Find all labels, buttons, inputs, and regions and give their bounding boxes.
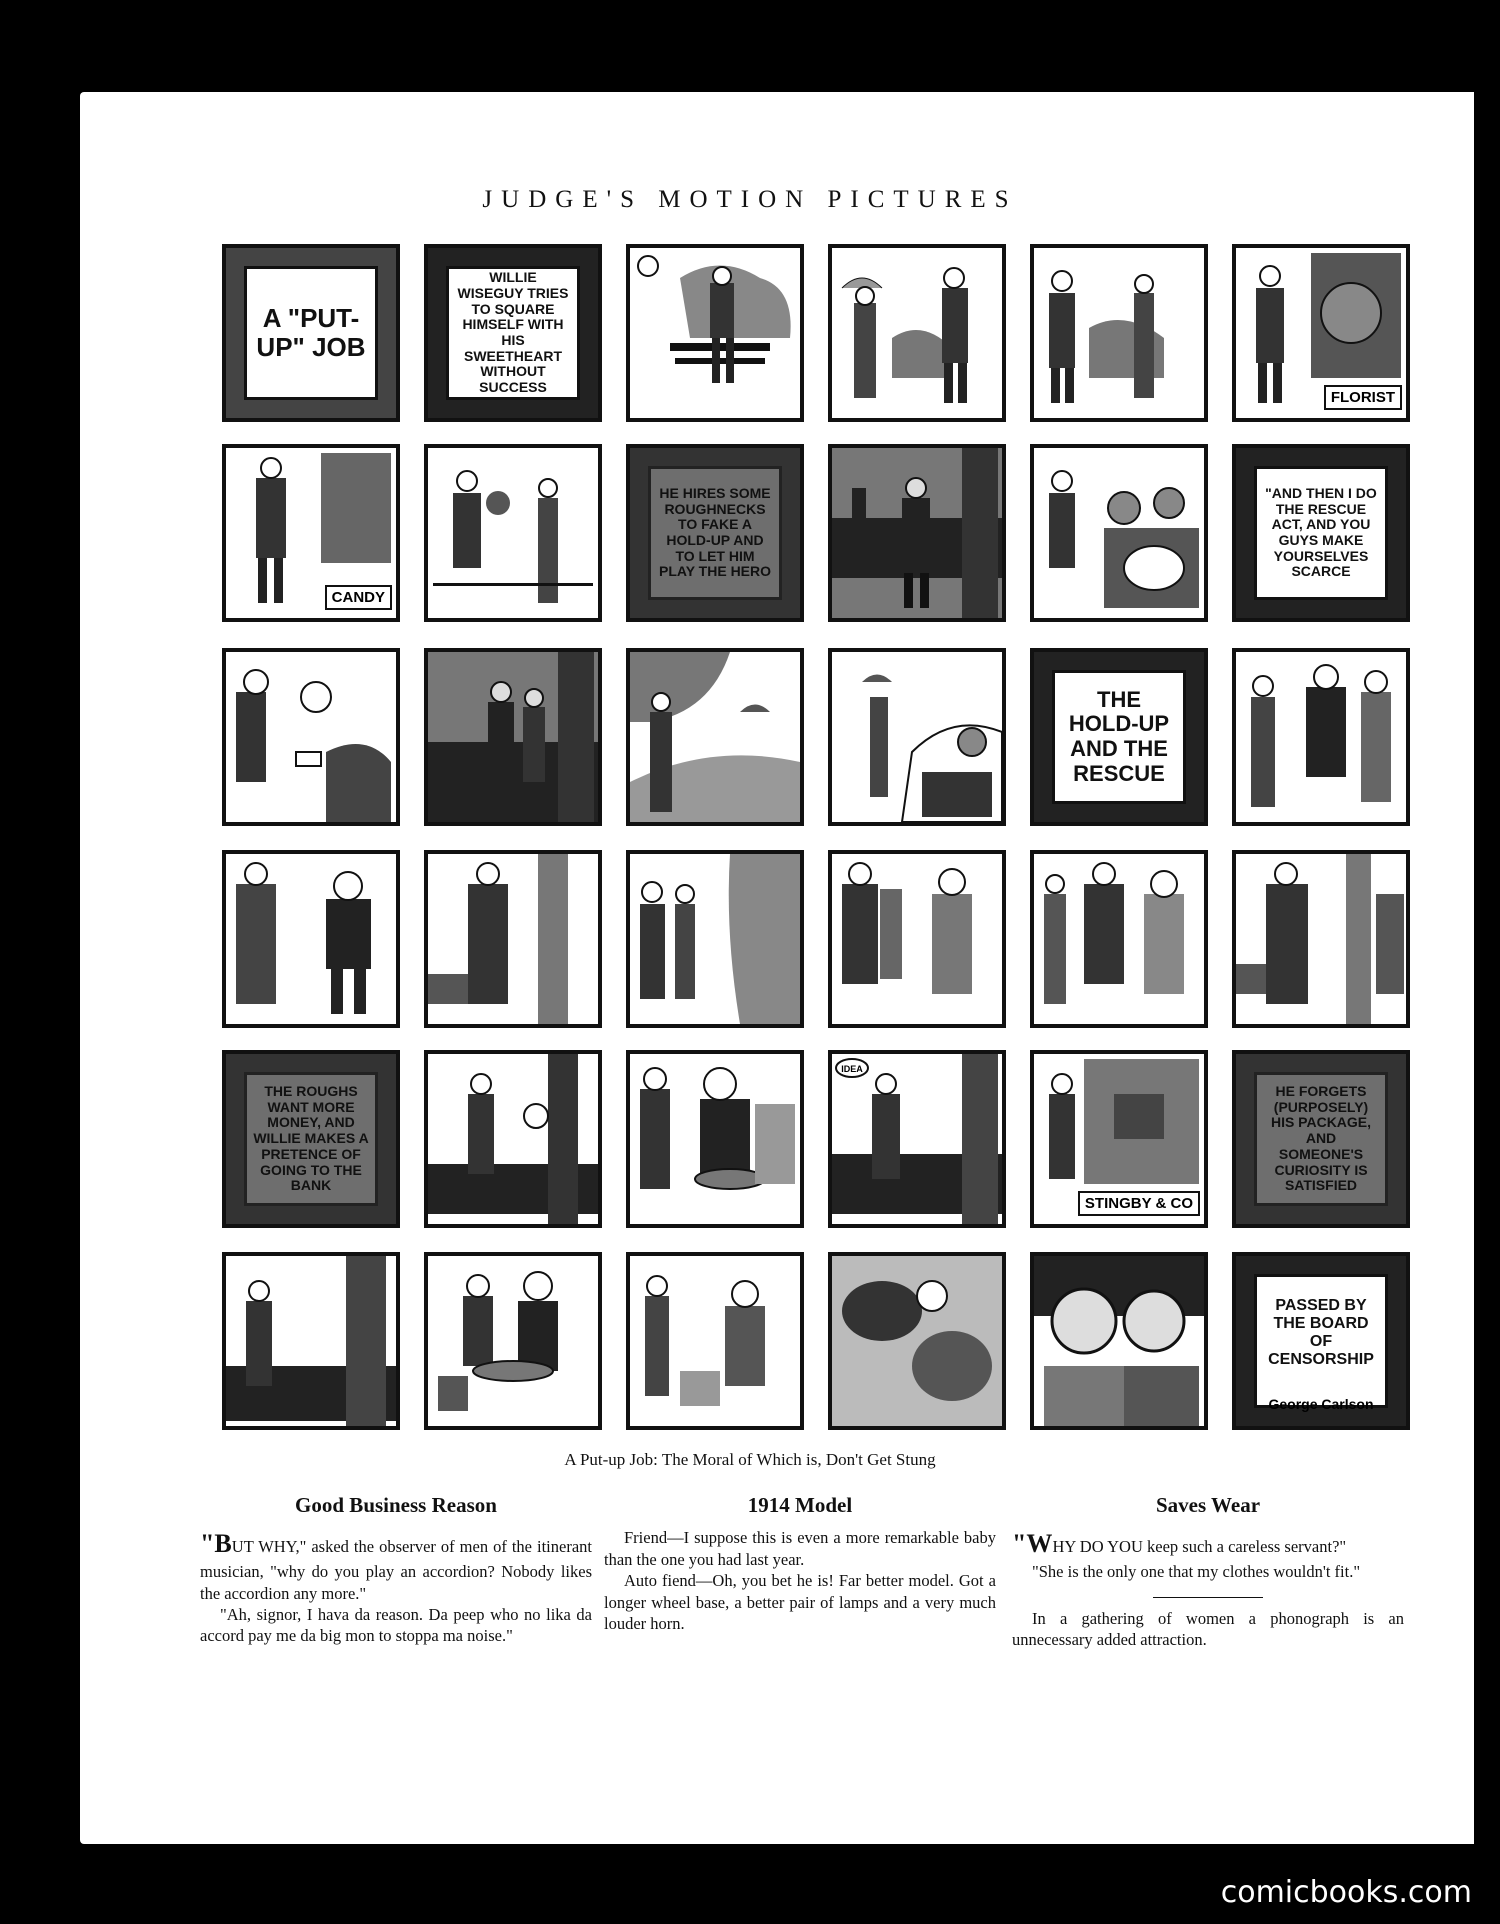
source-watermark: comicbooks.com <box>1220 1875 1472 1910</box>
punch-drawing <box>1034 854 1204 1024</box>
comic-row-4 <box>222 850 1392 1028</box>
skyline-drawing <box>226 1256 396 1426</box>
night-street-drawing <box>832 448 1002 618</box>
article-paragraph: Auto fiend—Oh, you bet he is! Far better model. Got a longer wheel base, a better pair of lamps and a very much louder horn. <box>604 1571 996 1634</box>
confront-drawing <box>832 854 1002 1024</box>
article-paragraph: "She is the only one that my clothes wouldn't fit." <box>1032 1562 1361 1582</box>
couple-drawing <box>832 248 1002 418</box>
title-card: HE HIRES SOME ROUGHNECKS TO FAKE A HOLD-UP AND TO LET HIM PLAY THE HERO <box>648 466 782 600</box>
article-paragraph: UT WHY," asked the observer of men of the itinerant musician, "why do you play an accordion? Nobody likes the accordion any more." <box>200 1537 592 1603</box>
holdup-drawing <box>1236 652 1406 822</box>
comic-panel-lurk <box>828 648 1006 826</box>
drop-cap: "W <box>1012 1529 1053 1559</box>
comic-panel-couple-part <box>1030 244 1208 422</box>
comic-panel-stung <box>828 1252 1006 1430</box>
comic-row-5 <box>222 1050 1392 1228</box>
night-walk-drawing <box>428 652 598 822</box>
comic-row-3 <box>222 648 1392 826</box>
comic-panel-night-street <box>828 444 1006 622</box>
comic-panel-stingby <box>1030 1050 1208 1228</box>
comic-panel-paying <box>1232 850 1410 1028</box>
comic-panel-intertitle <box>1232 1050 1410 1228</box>
comic-panel-stroll <box>626 850 804 1028</box>
comic-panel-intertitle <box>626 444 804 622</box>
article-heading: Good Business Reason <box>295 1493 497 1517</box>
divider <box>1153 1597 1263 1598</box>
comic-panel-couple-meet <box>828 244 1006 422</box>
title-card: PASSED BY THE BOARD OF CENSORSHIP <box>1254 1274 1388 1408</box>
comic-panel-lamp-post <box>424 1050 602 1228</box>
lamp-post-drawing <box>428 1054 598 1224</box>
comic-panel-punch <box>1030 850 1208 1028</box>
comic-panel-title <box>222 244 400 422</box>
comic-panel-florist <box>1232 244 1410 422</box>
hillside-drawing <box>630 652 800 822</box>
article-1914-model <box>604 1492 996 1634</box>
comic-panel-gunpoint <box>222 850 400 1028</box>
candy-sign: CANDY <box>325 585 392 610</box>
lurk-drawing <box>832 652 1002 822</box>
article-saves-wear <box>1012 1492 1404 1650</box>
comic-panel-argument <box>626 1050 804 1228</box>
comic-caption: A Put-up Job: The Moral of Which is, Don't Get Stung <box>564 1450 936 1469</box>
table-drawing <box>428 1256 598 1426</box>
title-card: A "PUT-UP" JOB <box>244 266 378 400</box>
article-paragraph: HY DO YOU keep such a careless servant?" <box>1052 1537 1347 1557</box>
comic-panel-night-walk <box>424 648 602 826</box>
comic-panel-gift <box>424 444 602 622</box>
comic-panel-park-bench <box>626 244 804 422</box>
comic-panel-intertitle <box>1030 648 1208 826</box>
gunpoint-drawing <box>226 854 396 1024</box>
article-paragraph: "Ah, signor, I hava da reason. Da peep who no lika da accord pay me da big mon to stoppa ma noise." <box>200 1604 592 1646</box>
title-card: THE HOLD-UP AND THE RESCUE <box>1052 670 1186 804</box>
comic-panel-swollen <box>1030 1252 1208 1430</box>
comic-panel-intertitle <box>222 1050 400 1228</box>
argument-drawing <box>630 1054 800 1224</box>
comic-panel-censorship <box>1232 1252 1410 1430</box>
paying-drawing <box>1236 854 1406 1024</box>
comic-panel-intertitle <box>1232 444 1410 622</box>
artist-signature: George Carlson <box>1268 1396 1374 1412</box>
page-edge <box>1466 92 1474 1844</box>
payoff-drawing <box>226 652 396 822</box>
page-header: JUDGE'S MOTION PICTURES <box>482 186 1018 213</box>
stung-drawing <box>832 1256 1002 1426</box>
comic-row-6 <box>222 1252 1392 1430</box>
idea-bubble: IDEA <box>841 1064 863 1074</box>
article-heading: 1914 Model <box>747 1493 853 1517</box>
title-card: WILLIE WISEGUY TRIES TO SQUARE HIMSELF WITH HIS SWEETHEART WITHOUT SUCCESS <box>446 266 580 400</box>
comic-panel-tree <box>424 850 602 1028</box>
comic-panel-holdup <box>1232 648 1410 826</box>
comic-panel-hillside <box>626 648 804 826</box>
gift-drawing <box>428 448 598 618</box>
comic-panel-intertitle <box>424 244 602 422</box>
title-card: HE FORGETS (PURPOSELY) HIS PACKAGE, AND SOMEONE'S CURIOSITY IS SATISFIED <box>1254 1072 1388 1206</box>
florist-sign: FLORIST <box>1324 385 1402 410</box>
comic-panel-departure <box>626 1252 804 1430</box>
article-paragraph: In a gathering of women a phonograph is an unnecessary added attraction. <box>1012 1608 1404 1649</box>
article-paragraph: Friend—I suppose this is even a more remarkable baby than the one you had last year. <box>604 1528 996 1569</box>
idea-drawing <box>832 1054 1002 1224</box>
title-card: THE ROUGHS WANT MORE MONEY, AND WILLIE MAKES A PRETENCE OF GOING TO THE BANK <box>244 1072 378 1206</box>
tree-drawing <box>428 854 598 1024</box>
comic-row-2 <box>222 444 1392 622</box>
park-bench-drawing <box>630 248 800 418</box>
article-heading: Saves Wear <box>1155 1493 1261 1517</box>
comic-panel-confront <box>828 850 1006 1028</box>
roughnecks-drawing <box>1034 448 1204 618</box>
departure-drawing <box>630 1256 800 1426</box>
drop-cap: "B <box>200 1529 232 1559</box>
comic-panel-table <box>424 1252 602 1430</box>
comic-panel-payoff <box>222 648 400 826</box>
comic-panel-candy <box>222 444 400 622</box>
comic-panel-roughnecks <box>1030 444 1208 622</box>
comic-row-1 <box>222 244 1395 422</box>
stroll-drawing <box>630 854 800 1024</box>
comic-panel-idea <box>828 1050 1006 1228</box>
title-card: "AND THEN I DO THE RESCUE ACT, AND YOU GUYS MAKE YOURSELVES SCARCE <box>1254 466 1388 600</box>
article-good-business-reason <box>200 1492 592 1647</box>
swollen-faces-drawing <box>1034 1256 1204 1426</box>
comic-panel-skyline <box>222 1252 400 1430</box>
stingby-sign: STINGBY & CO <box>1078 1191 1200 1216</box>
couple-drawing <box>1034 248 1204 418</box>
